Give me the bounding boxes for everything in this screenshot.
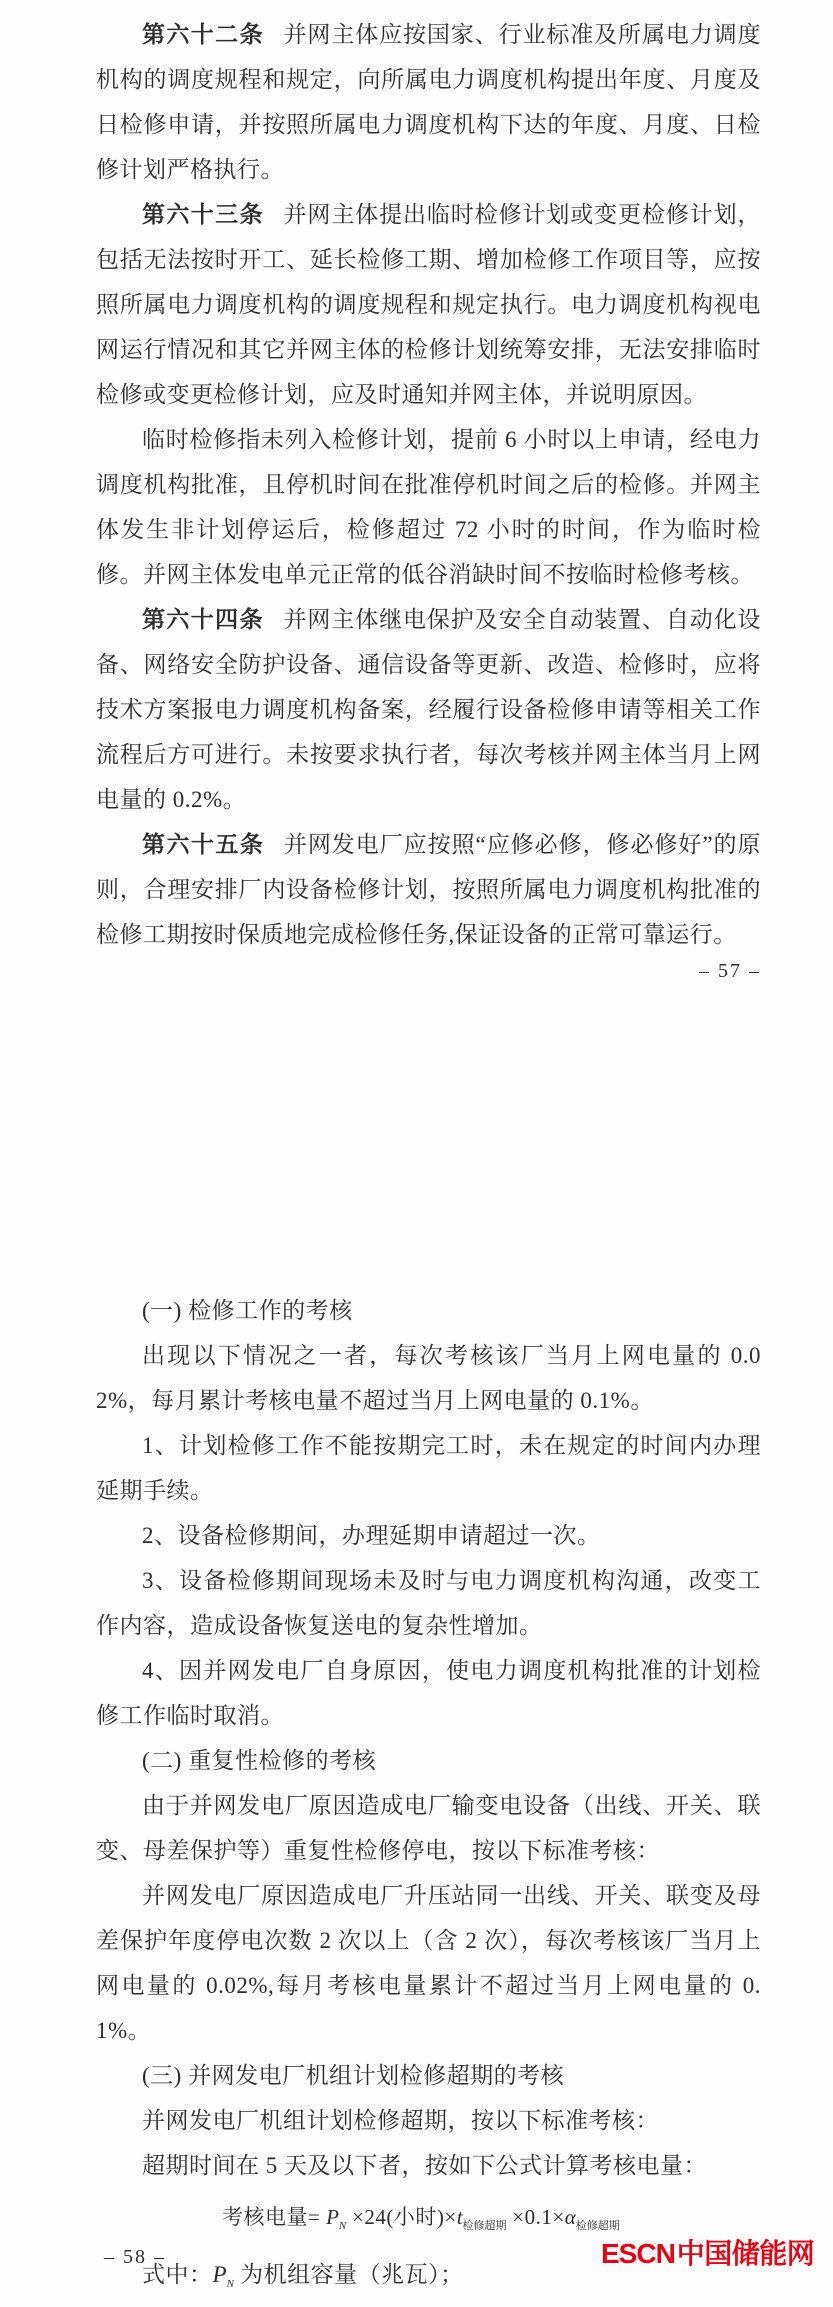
article-number: 第六十三条 — [142, 201, 264, 227]
article-text: 临时检修指未列入检修计划，提前 6 小时以上申请，经电力调度机构批准，且停机时间在批准停机时间之后的检修。并网主体发生非计划停运后，检修超过 72 小时的时间，作为临时检修。并网主体发电单元正常的低谷消缺时间不按临时检修考核。 — [96, 427, 761, 587]
page-number-57: – 57 – — [699, 960, 761, 982]
paragraph — [96, 192, 761, 417]
section-heading: (三) 并网发电厂机组计划检修超期的考核 — [142, 2063, 565, 2088]
formula-alpha-subscript: 检修超期 — [575, 2220, 620, 2232]
legend-p-symbol: P — [212, 2262, 227, 2287]
legend-suffix: 为机组容量（兆瓦）； — [233, 2262, 464, 2287]
list-item: 3、设备检修期间现场未及时与电力调度机构沟通，改变工作内容，造成设备恢复送电的复杂性增加。 — [96, 1568, 761, 1638]
section-heading: (一) 检修工作的考核 — [142, 1298, 353, 1323]
formula-segment: ×24(小时)× — [346, 2205, 457, 2229]
formula-t-subscript: 检修超期 — [462, 2220, 507, 2232]
formula-alpha-symbol: α — [564, 2205, 576, 2229]
paragraph — [96, 822, 761, 957]
article-number: 第六十五条 — [142, 831, 265, 857]
article-text: 并网发电厂应按照“应修必修，修必修好”的原则，合理安排厂内设备检修计划，按照所属电力调度机构批准的检修工期按时保质地完成检修任务,保证设备的正常可靠运行。 — [96, 832, 762, 947]
formula-p-subscript: N — [338, 2220, 347, 2232]
formula-p-symbol: P — [326, 2205, 339, 2229]
escn-watermark-logo — [601, 2238, 814, 2270]
paragraph: 出现以下情况之一者，每次考核该厂当月上网电量的 0.02%，每月累计考核电量不超过当月上网电量的 0.1%。 — [96, 1343, 761, 1413]
paragraph: 并网发电厂机组计划检修超期，按以下标准考核： — [142, 2108, 659, 2133]
page-number-58: – 58 – — [104, 2246, 166, 2268]
list-item: 4、因并网发电厂自身原因，使电力调度机构批准的计划检修工作临时取消。 — [96, 1658, 761, 1728]
paragraph — [96, 12, 761, 192]
paragraph: 并网发电厂原因造成电厂升压站同一出线、开关、联变及母差保护年度停电次数 2 次以上（含 2 次），每次考核该厂当月上网电量的 0.02%,每月考核电量累计不超过当月上网电量的 0.1%。 — [96, 1883, 761, 2043]
article-number: 第六十四条 — [142, 606, 264, 632]
article-text: 并网主体应按国家、行业标准及所属电力调度机构的调度规程和规定，向所属电力调度机构提出年度、月度及日检修申请，并按照所属电力调度机构下达的年度、月度、日检修计划严格执行。 — [96, 22, 762, 182]
article-number: 第六十二条 — [142, 21, 264, 47]
escn-logo-zh: 中国储能网 — [676, 2238, 815, 2269]
formula-lhs: 考核电量= — [222, 2205, 327, 2229]
section-heading: (二) 重复性检修的考核 — [142, 1748, 377, 1773]
paragraph — [96, 417, 761, 597]
paragraph: 超期时间在 5 天及以下者，按如下公式计算考核电量： — [142, 2153, 707, 2178]
page-57-body — [96, 12, 761, 957]
formula-segment: ×0.1× — [506, 2205, 565, 2229]
article-text: 并网主体提出临时检修计划或变更检修计划，包括无法按时开工、延长检修工期、增加检修工作项目等，应按照所属电力调度机构的调度规程和规定执行。电力调度机构视电网运行情况和其它并网主体的检修计划统筹安排，无法安排临时检修或变更检修计划，应及时通知并网主体，并说明原因。 — [96, 202, 762, 407]
escn-logo-en: ESCN — [601, 2238, 675, 2269]
formula-t-symbol: t — [456, 2205, 463, 2229]
page-58-body — [96, 1288, 761, 2307]
legend-prefix: 式中： — [142, 2262, 213, 2287]
list-item: 2、设备检修期间，办理延期申请超过一次。 — [142, 1523, 601, 1548]
legend-p-subscript: N — [226, 2278, 234, 2290]
article-text: 并网主体继电保护及安全自动装置、自动化设备、网络安全防护设备、通信设备等更新、改造、检修时，应将技术方案报电力调度机构备案，经履行设备检修申请等相关工作流程后方可进行。未按要求执行者，每次考核并网主体当月上网电量的 0.2%。 — [96, 607, 762, 812]
paragraph: 由于并网发电厂原因造成电厂输变电设备（出线、开关、联变、母差保护等）重复性检修停电，按以下标准考核： — [96, 1793, 761, 1863]
list-item: 1、计划检修工作不能按期完工时，未在规定的时间内办理延期手续。 — [96, 1433, 761, 1503]
paragraph — [96, 597, 761, 822]
